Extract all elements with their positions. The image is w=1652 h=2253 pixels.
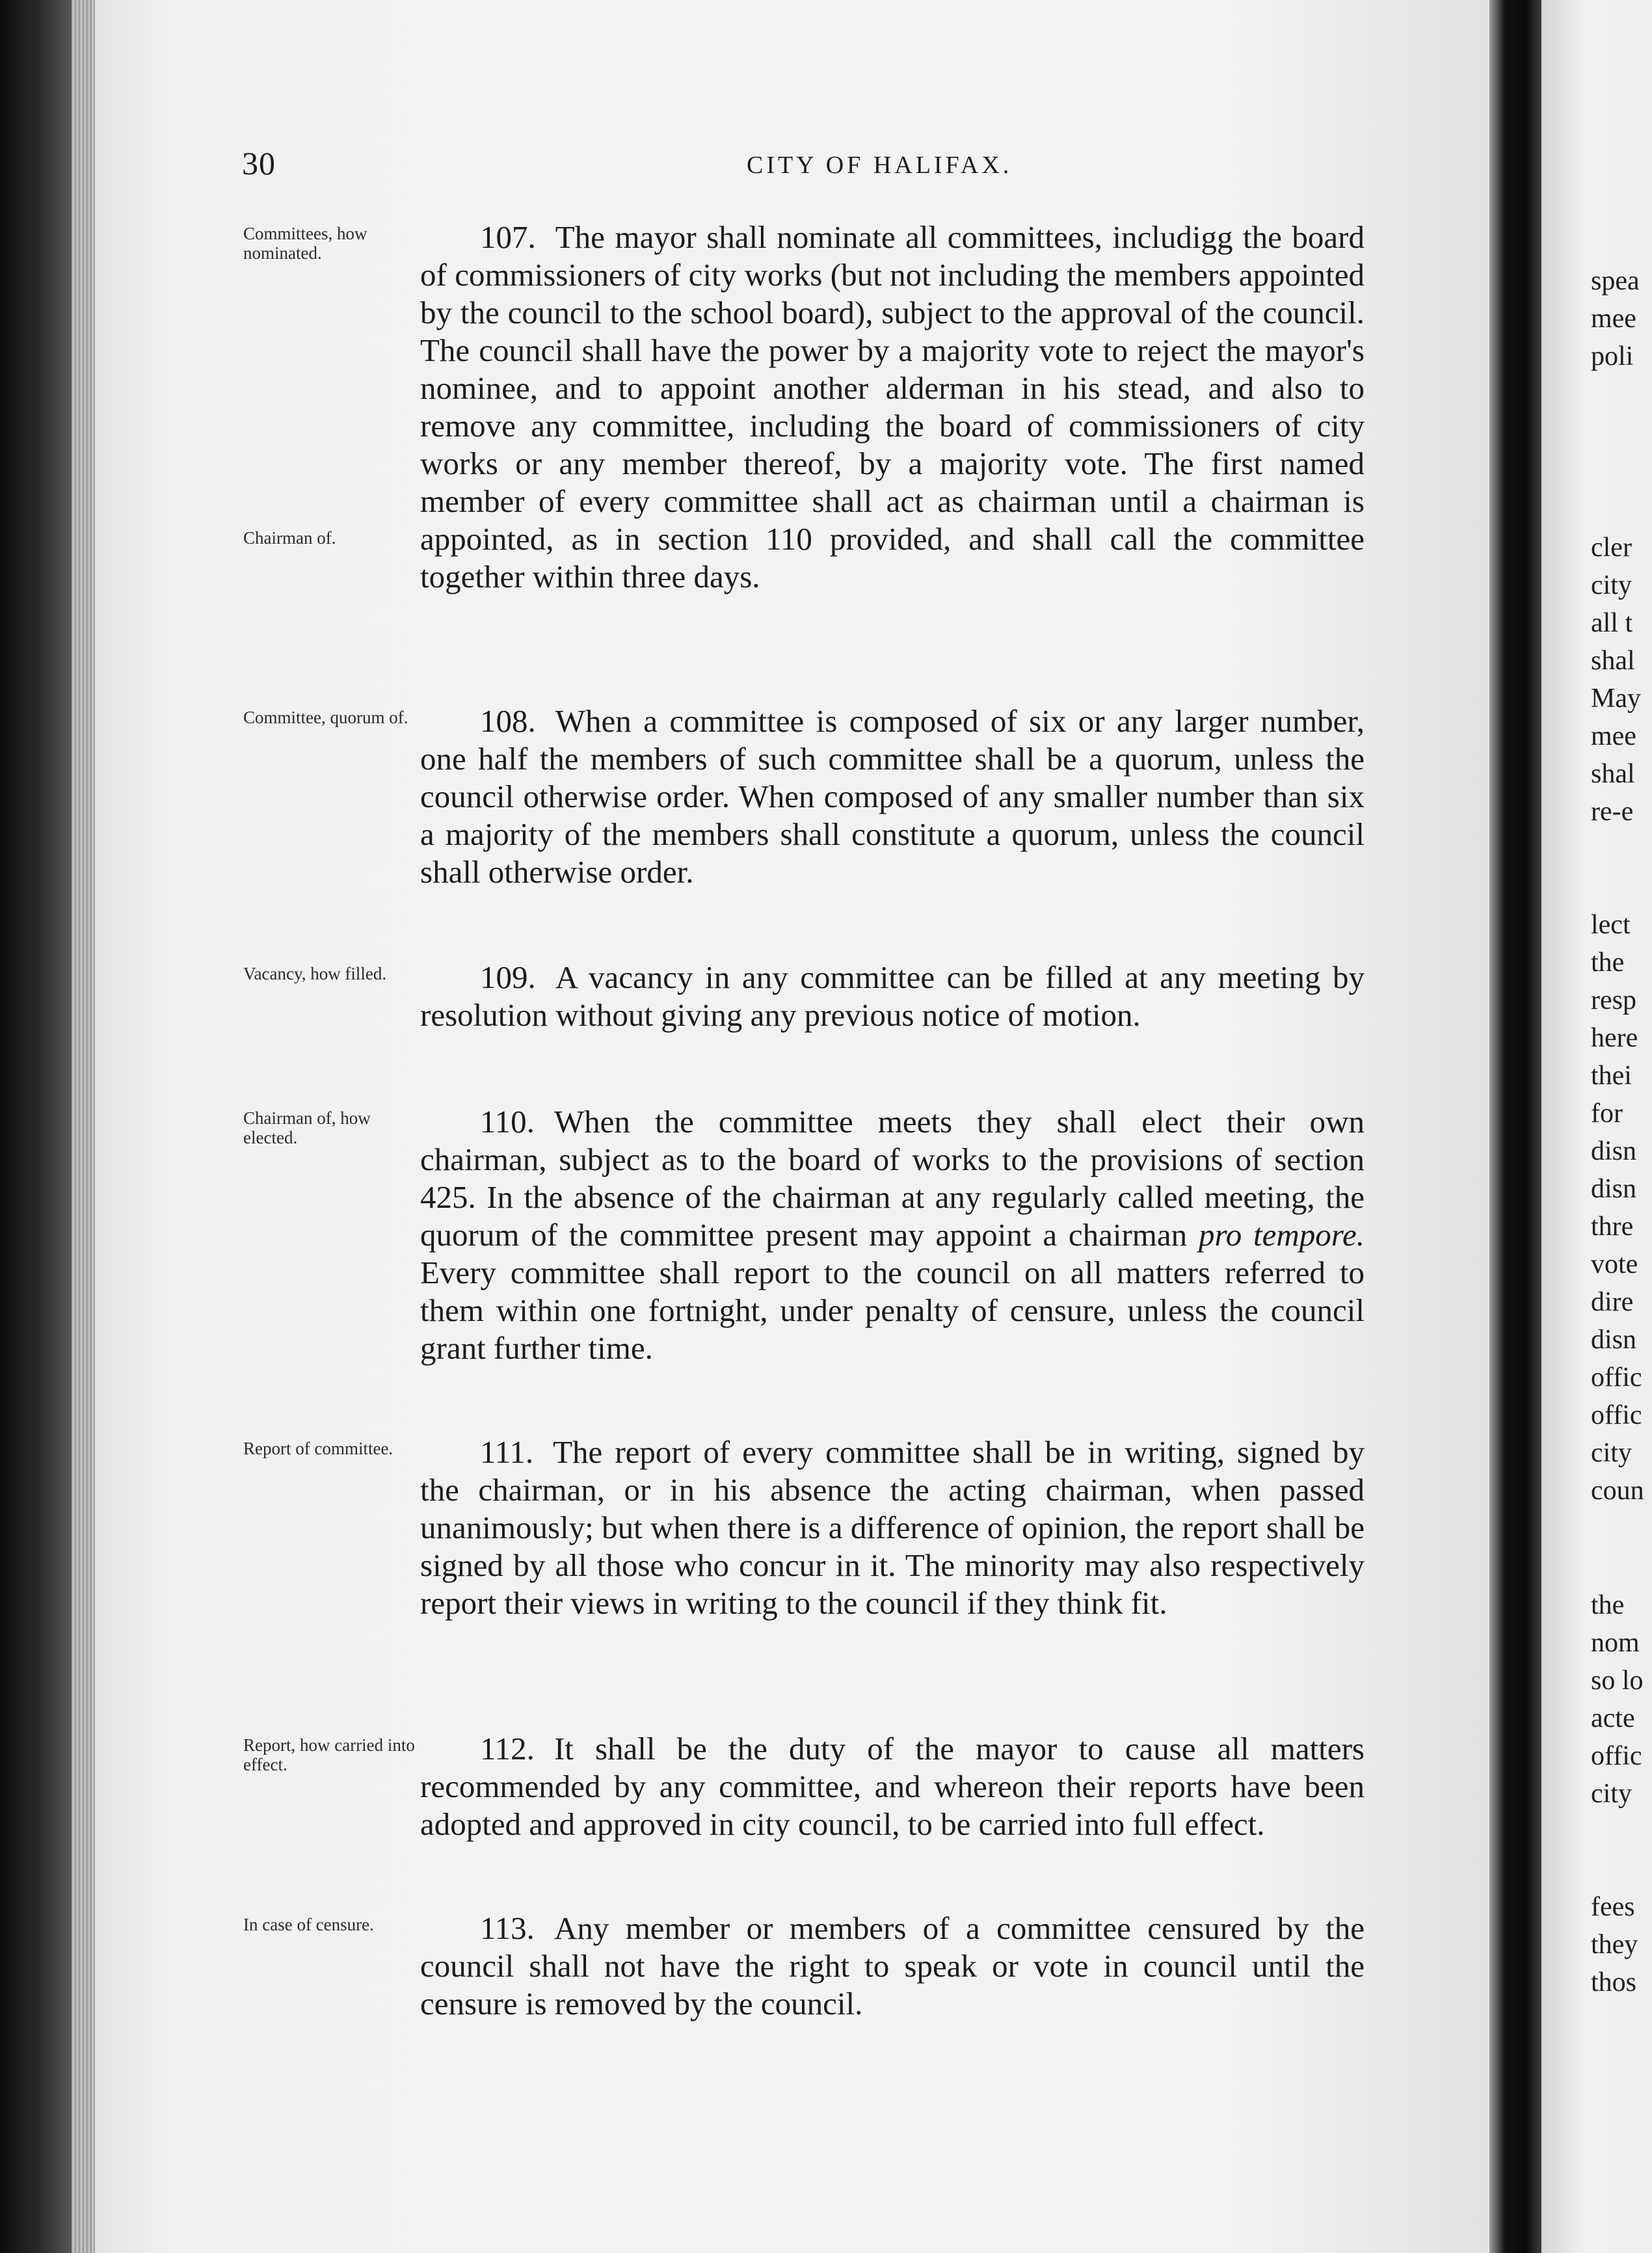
facing-page-fragment: offic (1591, 1363, 1642, 1393)
section-number: 111. (480, 1434, 534, 1470)
section-107 (420, 219, 1365, 596)
facing-page-fragment: May (1591, 684, 1641, 713)
facing-page-fragment: vote (1591, 1249, 1638, 1279)
section-109 (420, 959, 1365, 1034)
facing-page-fragment: city (1591, 570, 1632, 600)
facing-page-fragment: so lo (1591, 1666, 1644, 1696)
page-stack-edge (72, 0, 95, 2253)
facing-page-fragment: for (1591, 1099, 1623, 1128)
margin-note-chairman-elected: Chairman of, how elected. (243, 1108, 371, 1147)
section-text: Every committee shall report to the council on all matters referred to them within one fortnight, under penalty of censure, unless the council grant further time. (420, 1255, 1365, 1366)
facing-page-fragment: here (1591, 1023, 1638, 1053)
section-number: 108. (480, 703, 536, 739)
margin-note-report-of-committee: Report of committee. (243, 1439, 393, 1458)
facing-page-fragment: the (1591, 948, 1625, 978)
facing-page-fragment: lect (1591, 910, 1631, 940)
section-text: The report of every committee shall be in writing, signed by the chairman, or in his absence the acting chairman, when passed unanimously; but when there is a difference of opinion, the report shall be signed by all those who concur in it. The minority may also respectively report their views in writing to the council if they think fit. (420, 1434, 1365, 1621)
facing-page-fragment: cler (1591, 533, 1632, 563)
facing-page-fragment: fees (1591, 1892, 1635, 1922)
section-text: The mayor shall nominate all committees, includigg the board of commissioners of city works (but not including the members appointed by the council to the school board), subject to the approval of the council. The council shall have the power by a majority vote to reject the mayor's nominee, and to appoint another alderman in his stead, and also to remove any committee, including the board of commissioners of city works or any member thereof, by a majority vote. The first named member of every committee shall act as chairman until a chairman is appointed, as in section 110 provided, and shall call the committee together within three days. (420, 219, 1365, 594)
section-111 (420, 1433, 1365, 1622)
facing-page-fragment: thos (1591, 1967, 1637, 1997)
margin-note-committee-quorum: Committee, quorum of. (243, 708, 408, 727)
section-number: 113. (480, 1910, 535, 1946)
facing-page-fragment: disn (1591, 1136, 1637, 1166)
facing-page-fragment: shal (1591, 646, 1635, 676)
facing-page-fragment: offic (1591, 1400, 1642, 1430)
facing-page-fragment: mee (1591, 721, 1636, 751)
section-112 (420, 1730, 1365, 1843)
section-text: When a committee is composed of six or any larger number, one half the members of such committee shall be a quorum, unless the council otherwise order. When composed of any smaller number than six a majority of the members shall constitute a quorum, unless the council shall otherwise order. (420, 703, 1365, 890)
facing-page-fragment: offic (1591, 1741, 1642, 1771)
facing-page-fragment: dire (1591, 1287, 1634, 1317)
facing-page-fragment: spea (1591, 266, 1640, 296)
facing-page-fragment: thei (1591, 1061, 1632, 1091)
margin-note-censure: In case of censure. (243, 1915, 374, 1934)
facing-page-fragment: nom (1591, 1628, 1640, 1658)
section-text: It shall be the duty of the mayor to cause all matters recommended by any committee, and whereon their reports have been adopted and approved in city council, to be carried into full effect. (420, 1731, 1365, 1842)
scan-left-edge (0, 0, 72, 2253)
facing-page-fragment: city (1591, 1779, 1632, 1809)
section-text: A vacancy in any committee can be filled at any meeting by resolution without giving any previous notice of motion. (420, 959, 1365, 1033)
facing-page-fragment: all t (1591, 608, 1633, 638)
margin-note-committees-nominated: Committees, how nominated. (243, 224, 367, 263)
facing-page-fragment: coun (1591, 1476, 1644, 1506)
section-number: 112. (480, 1731, 535, 1766)
section-113 (420, 1910, 1365, 2023)
section-number: 107. (480, 219, 536, 255)
margin-note-report-carried: Report, how carried into effect. (243, 1735, 415, 1774)
facing-page-fragment: resp (1591, 985, 1636, 1015)
facing-page-fragment: thre (1591, 1212, 1634, 1242)
facing-page-fragment: poli (1591, 341, 1634, 371)
section-number: 109. (480, 959, 536, 995)
facing-page-fragment: city (1591, 1438, 1632, 1468)
section-110 (420, 1103, 1365, 1367)
section-108 (420, 702, 1365, 891)
book-gutter (1489, 0, 1541, 2253)
facing-page-fragment: re-e (1591, 797, 1634, 827)
margin-note-chairman-of: Chairman of. (243, 528, 336, 548)
facing-page-fragment: acte (1591, 1703, 1635, 1733)
page-number: 30 (242, 145, 276, 181)
facing-page-fragment: they (1591, 1930, 1638, 1960)
facing-page-fragment: mee (1591, 304, 1636, 334)
section-text: When the committee meets they shall elect their own chairman, subject as to the board of works to the provisions of section 425. In the absence of the chairman at any regularly called meeting, the quorum of the committee present may appoint a chairman (420, 1104, 1365, 1253)
facing-page-fragment: the (1591, 1590, 1625, 1620)
margin-note-vacancy-filled: Vacancy, how filled. (243, 964, 387, 983)
section-number: 110. (480, 1104, 535, 1140)
section-text-italic: pro tempore. (1198, 1217, 1365, 1253)
facing-page-fragment: disn (1591, 1174, 1637, 1204)
section-text: Any member or members of a committee censured by the council shall not have the right to speak or vote in council until the censure is removed by the council. (420, 1910, 1365, 2021)
running-title: CITY OF HALIFAX. (747, 152, 1013, 179)
facing-page-fragment: disn (1591, 1325, 1637, 1355)
facing-page-fragment: shal (1591, 759, 1635, 789)
